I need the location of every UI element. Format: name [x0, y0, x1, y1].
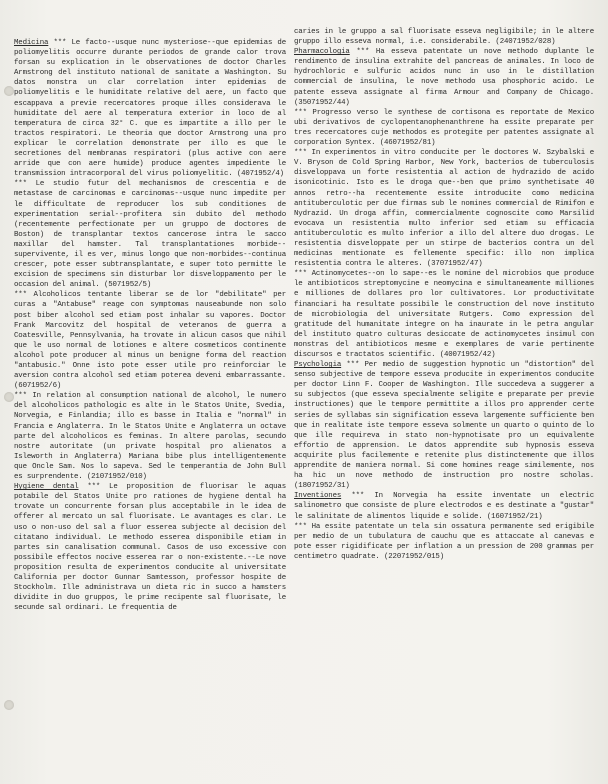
section-heading-pharmacologia: Pharmacologia: [294, 48, 350, 57]
article-text: *** Ha esseva patentate un nove methodo duplante le rendimento de insulina extrahite del pancreas de animales. In loco de hydrochloric e sulfuric acidos nunc in uso in le distillation commercial de insulina, le nove methodo usa phosphoric acido. Le patente esseva assignate al firma Armour and Company de Chicago.: [294, 48, 594, 97]
reference-code: (16071952/21): [482, 512, 543, 521]
reference-code: (40071952/42): [435, 351, 496, 359]
article-pharmacologia-insulina: [294, 47, 594, 108]
article-caries-continued: [294, 27, 594, 47]
section-heading-hygiene-dental: Hygiene dental: [14, 483, 79, 492]
reference-code: (21071952/010): [82, 473, 147, 482]
punch-hole: [4, 392, 14, 402]
reference-code: (46071952/81): [375, 139, 436, 148]
article-alcoholicos: [14, 391, 286, 482]
reference-code: (22071952/015): [379, 552, 444, 561]
article-text: *** In relation al consumption national de alcohol, le numero del alcoholicos pathologic es alte in le Statos Unite, Svedia, Norvegia, e Finlandia; illo es basse in Italia e "normal" in Francia e Anglaterra. In le Statos Unite e Anglaterra un octave parte del alcoholicos es feminas. In altere parolas, secundo nostre autoritate (un private hospital pro alienatos a Isleworth in Anglaterra) Mariana bibe plus intelligentemente que Oncle Sam. Nos lo sapeva. Sed le temperantia de John Bull es surprendente.: [14, 392, 286, 482]
article-psychologia: [294, 360, 594, 491]
article-text: caries in le gruppo a sal fluorisate esseva negligibile; in le altere gruppo illo esseva normal, i.e. considerabile.: [294, 28, 594, 47]
reference-code: (5071952/5): [99, 281, 152, 290]
article-cortisona: [294, 108, 594, 148]
article-hygiene-dental: [14, 482, 286, 613]
article-text: *** In experimentos in vitro conducite per le doctores W. Szybalski e V. Bryson de Cold Spring Harbor, New York, bacterios de tuberculosis disveloppava un forte resistentia al action de hydrazido de acido isonicotinic. Isto es le droga que--ben que primo synthetisate 40 annos retro--ha recentemente essite introducite como medicina antituberculotic per due firmas sub le nomines commercial de Rimifon e Nydrazid. Un droga affin, commercialmente cognoscite como Marsilid evocava un resistentia multo inferior sed etiam su efficacia antituberculotic es multo inferior a illo del altere duo drogas. Le resistentia disveloppate per un stirpe de bacterios contra un del medicinas mentionate es fellemente specific: illo non implica resistentia contra le alteres.: [294, 149, 594, 269]
article-cancer-hamster: [14, 179, 286, 290]
reference-code: (4071952/4): [232, 170, 284, 179]
punch-hole: [4, 86, 14, 96]
article-text: *** Le proposition de fluorisar le aquas potabile del Statos Unite pro rationes de hygiene dental ha trovate un concurrente forsan plus acceptabile in le idea de offerer al mercato un sal fluorisate. Le avantages es clar. Le uso o non-uso del sal a fluor esserea subjecte al decision del citatano individual. Le methodo esserea disponibile etiam in partes sin canalisation communal. Casos de uso excessive con possibile effectos nocive esserea rar o non-existente.--Le nove proposition resulta de experimentos conducite al universitate California per doctor Gunnar Samtesson, professor hospite de Stockholm. Ille administrava un dieta ric in succo a hamsters dividite in duo gruppos, le prime recipente sal fluorisate, le secunde sal ordinari. Le frequentia de: [14, 483, 286, 613]
article-text: *** Progresso verso le synthese de cortisona es reportate de Mexico ubi derivativos de cyclopentanophenanthrene ha essite preparate per tres recercatores cuje methodos es protegite per patentes assignate al corporation Syntex.: [294, 108, 594, 148]
article-text: *** Alcoholicos tentante liberar se de lor "debilitate" per curas a "Antabuse" reage con symptomas nauseabunde non solo post biber alcohol sed etiam post inhalar su vapores. Doctor Frank Marcovitz del hospital de veteranos de guerra a Coatesville, Pennsylvania, ha trovate in alicun casos que nihil que le uso normal de lotiones e altere cosmeticos continente alcohol pote producer al minus un benigne forma del reaction "antabusic." Onne isto pote esser utile pro reinforciar le aversion contra alcohol sed etiam poterea deveni embarrassante.: [14, 291, 286, 381]
section-heading-medicina: Medicina: [14, 39, 49, 47]
article-text: *** Le facto--usque nunc mysteriose--que epidemias de poliomyelitis occurre durante periodos de grande calor trova forsan su explication in le observationes de doctor Charles Armstrong del instituto national de sanitate a Washington. Su datos monstra un clar correlation inter epidemias de poliomyelitis e le humiditate relative del aere, un facto que escappava a previe recercatores proque illes considerava le humiditate del aere al temperatura exterior in loco de al temperatura de circa 32° C. que es impartite a illo per le tractos respiratori. Le theoria que doctor Armstrong una pro explicar le correlation demonstrate per illo es que le secretiones del membranas respiratori (plus active con aere arride que con aere humide) produce agentes impediente le transmission intracorporal del virus poliomyelitic.: [14, 39, 286, 179]
article-text: *** Ha essite patentate un tela sin ossatura permanente sed erigibile per medio de un tubulatura de cauchu que es attaccate al canevas e pote esser rigidificate per inflation a un pression de 200 grammas per centimetro quadrate.: [294, 522, 594, 561]
article-inventiones-salinometro: [294, 491, 594, 521]
section-heading-psychologia: Psychologia: [294, 361, 342, 370]
right-column: [294, 27, 594, 562]
article-antabuse: [14, 290, 286, 391]
section-heading-inventiones: Inventiones: [294, 492, 342, 501]
article-actinomycetes: [294, 269, 594, 360]
article-tela: [294, 522, 594, 562]
article-text: *** Actinomycetes--on lo sape--es le nomine del microbios que produce le antibioticos streptomycine e neomycina e simultaneamente milliones e milliones de dollares pro lor cultivatores. Lor productivitate financiari ha resultate possibile le construction del nove instituto de microbiologia del universitate Rutgers. Como expression del gratitude del humanitate integre on ha inaurate in le petra angular del instituto quatro culturas desiccate de actinomycetes insimul con monstras del antibioticos mesme e exemplares de varie pertinente discursos e tractatos scientific.: [294, 270, 594, 359]
article-tuberculosis: [294, 148, 594, 269]
article-medicina-polio: [14, 38, 286, 179]
article-text: *** Le studio futur del mechanismos de crescentia e de metastase de carcinomas e carcinomas--usque nunc impedite per le difficultate de reproducer los sub conditiones de experimentation serial--profitera sin dubito del methodo (recentemente perfectionate per un gruppo de doctores de Boston) de transplantar textos cancerose intra le sacco maxillar del hamster. Tal transplantationes morbide--supervivente, il es ver, minus longo que non-morbides--continua crescer, pote esser subtransplantate, e super toto permitte le excision de specimens sin disturbar lor disveloppamento per le occasion del animal.: [14, 180, 286, 290]
article-text: *** In Norvegia ha essite inventate un electric salinometro que consiste de plure electrodos e es destinate a "gustar" le salinitate de alimentos liquide e solide.: [294, 492, 594, 521]
punch-hole: [4, 700, 14, 710]
article-text: *** Per medio de suggestion hypnotic un "distortion" del senso subjective de tempore esseva producite in experimentos conducite per doctor Linn F. Cooper de Washington. Ille succedeva a suggerer a su subjectos (que esseva specialmente seligite e preparate per previe instructiones) que le tempore permittite a illos pro apprender certe series de syllabas sin signification esseva largemente sufficiente ben que in realitate iste tempore esseva solmente un quarto o quinto de lo que ille requireva in stato non-hypnotisate pro un equivalente effortio de apprension. Le datos apprendite sub hypnosis esseva acquirite plus facilemente e retenite plus distinctemente que illos apprendite de maniera normal. Si come homines reage similemente, nos ha hic un nove methodo de instruction pro nostre scholas.: [294, 361, 594, 481]
reference-code: (6071952/6): [14, 382, 62, 391]
reference-code: (35071952/44): [294, 98, 350, 107]
reference-code: (24071952/028): [491, 38, 556, 47]
reference-code: (18071952/31): [294, 482, 350, 491]
reference-code: (37071952/47): [422, 260, 483, 269]
left-column: [14, 38, 286, 613]
